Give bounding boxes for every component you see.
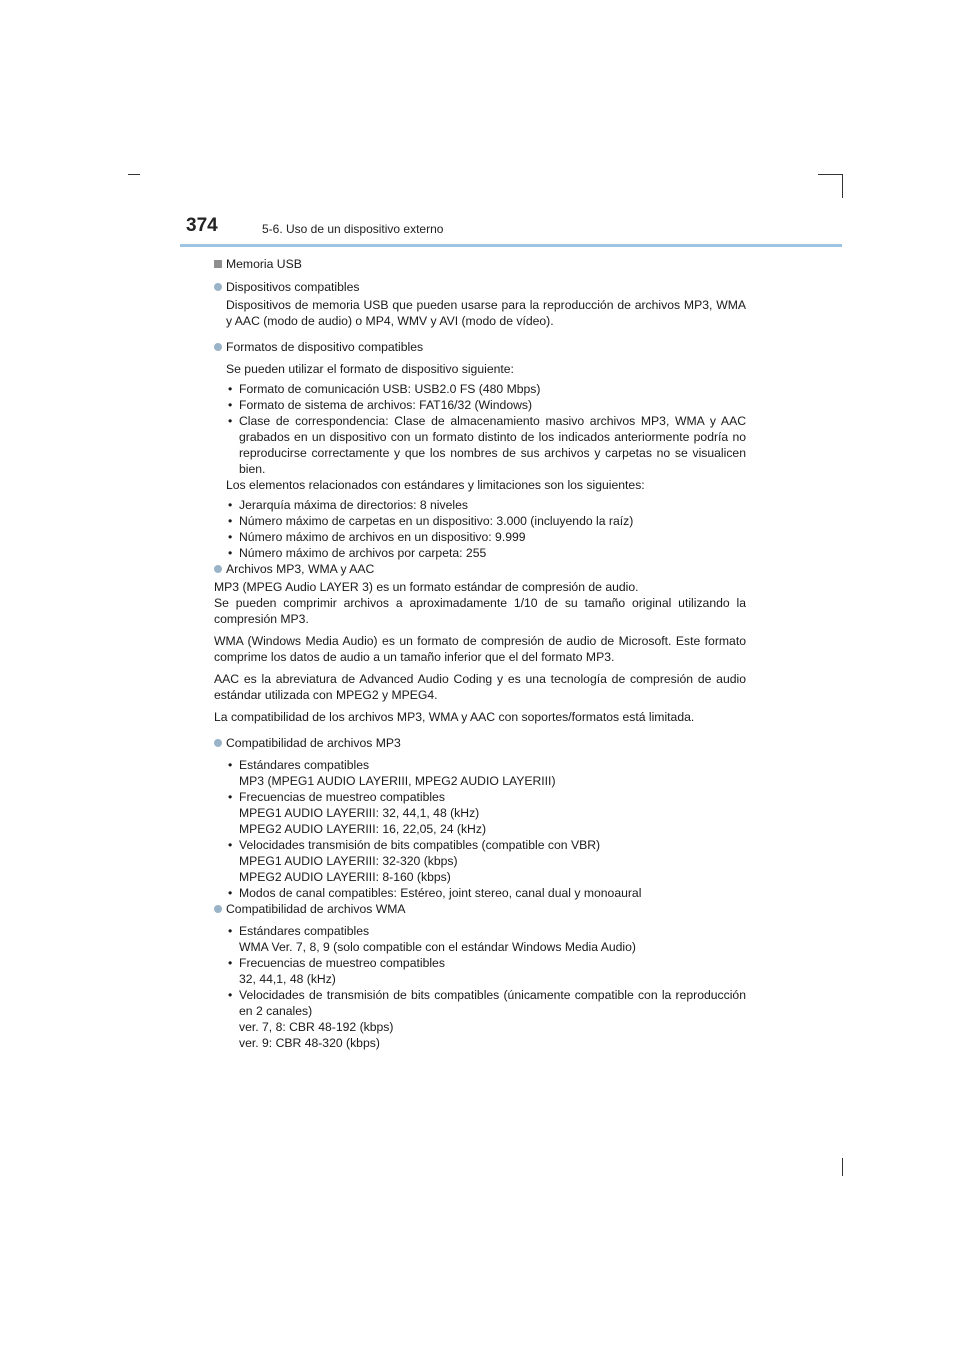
devices-heading <box>214 279 746 295</box>
list-item: • Número máximo de archivos por carpeta: 255 <box>228 545 746 561</box>
circle-bullet-icon <box>214 283 222 291</box>
item-line: MPEG1 AUDIO LAYERIII: 32-320 (kbps) <box>239 854 458 868</box>
crop-mark-top-right-h <box>818 174 842 175</box>
item-label: • Frecuencias de muestreo compatibles <box>239 956 445 970</box>
mp3-list <box>214 757 746 901</box>
wma-heading <box>214 901 746 917</box>
item-line: 32, 44,1, 48 (kHz) <box>239 972 336 986</box>
circle-bullet-icon <box>214 905 222 913</box>
crop-mark-top-right-v <box>842 174 843 198</box>
files-title: Archivos MP3, WMA y AAC <box>226 562 375 576</box>
list-item <box>228 955 746 987</box>
item-label: • Estándares compatibles <box>239 758 370 772</box>
list-item: • Número máximo de carpetas en un dispositivo: 3.000 (incluyendo la raíz) <box>228 513 746 529</box>
page-number: 374 <box>186 215 218 236</box>
wma-list <box>214 923 746 1051</box>
files-p3: WMA (Windows Media Audio) es un formato de compresión de audio de Microsoft. Este formato comprime los datos de audio a un tamaño inferior que el del formato MP3. <box>214 634 746 664</box>
list-item: • Jerarquía máxima de directorios: 8 niveles <box>228 497 746 513</box>
limits-list <box>214 497 746 561</box>
list-item <box>228 789 746 837</box>
item-line: MPEG2 AUDIO LAYERIII: 8-160 (kbps) <box>239 870 451 884</box>
header-rule <box>180 244 842 247</box>
item-label: • Velocidades transmisión de bits compatibles (compatible con VBR) <box>239 838 601 852</box>
item-label: • Modos de canal compatibles: Estéreo, joint stereo, canal dual y monoaural <box>239 886 642 900</box>
square-bullet-icon <box>214 260 222 268</box>
files-p1: MP3 (MPEG Audio LAYER 3) es un formato estándar de compresión de audio. <box>214 580 639 594</box>
item-line: ver. 9: CBR 48-320 (kbps) <box>239 1036 380 1050</box>
list-item <box>228 923 746 955</box>
usb-heading <box>214 256 746 272</box>
list-item: • Número máximo de archivos en un dispositivo: 9.999 <box>228 529 746 545</box>
item-label: • Velocidades de transmisión de bits compatibles (únicamente compatible con la reproducción en 2 canales) <box>239 988 746 1018</box>
mp3-title: Compatibilidad de archivos MP3 <box>226 736 401 750</box>
crop-mark-top-left <box>128 174 140 175</box>
crop-mark-bottom-right <box>842 1158 843 1176</box>
files-p5: La compatibilidad de los archivos MP3, WMA y AAC con soportes/formatos está limitada. <box>214 710 695 724</box>
formats-intro: Se pueden utilizar el formato de dispositivo siguiente: <box>226 362 514 376</box>
formats-title: Formatos de dispositivo compatibles <box>226 340 424 354</box>
list-item <box>228 837 746 885</box>
devices-title: Dispositivos compatibles <box>226 280 360 294</box>
list-item <box>228 757 746 789</box>
item-line: MPEG2 AUDIO LAYERIII: 16, 22,05, 24 (kHz) <box>239 822 487 836</box>
limits-intro: Los elementos relacionados con estándares y limitaciones son los siguientes: <box>226 478 645 492</box>
item-line: MPEG1 AUDIO LAYERIII: 32, 44,1, 48 (kHz) <box>239 806 480 820</box>
wma-title: Compatibilidad de archivos WMA <box>226 902 406 916</box>
list-item: • Clase de correspondencia: Clase de almacenamiento masivo archivos MP3, WMA y AAC grabados en un dispositivo con un formato distinto de los indicados anteriormente podría no reproducirse correctamente y que los nombres de sus archivos y carpetas no se visualicen bien. <box>228 413 746 477</box>
circle-bullet-icon <box>214 565 222 573</box>
list-item: • Formato de sistema de archivos: FAT16/32 (Windows) <box>228 397 746 413</box>
files-p2: Se pueden comprimir archivos a aproximadamente 1/10 de su tamaño original utilizando la compresión MP3. <box>214 596 746 626</box>
section-title: 5-6. Uso de un dispositivo externo <box>262 222 444 236</box>
formats-heading <box>214 339 746 355</box>
devices-text: Dispositivos de memoria USB que pueden usarse para la reproducción de archivos MP3, WMA y AAC (modo de audio) o MP4, WMV y AVI (modo de vídeo). <box>226 298 746 328</box>
item-line: ver. 7, 8: CBR 48-192 (kbps) <box>239 1020 394 1034</box>
item-label: • Estándares compatibles <box>239 924 370 938</box>
list-item: • Formato de comunicación USB: USB2.0 FS (480 Mbps) <box>228 381 746 397</box>
page-content <box>214 256 746 1051</box>
list-item <box>228 885 746 901</box>
circle-bullet-icon <box>214 343 222 351</box>
item-line: MP3 (MPEG1 AUDIO LAYERIII, MPEG2 AUDIO LAYERIII) <box>239 774 556 788</box>
files-p4: AAC es la abreviatura de Advanced Audio Coding y es una tecnología de compresión de audio estándar utilizada con MPEG2 y MPEG4. <box>214 672 746 702</box>
item-line: WMA Ver. 7, 8, 9 (solo compatible con el estándar Windows Media Audio) <box>239 940 636 954</box>
usb-heading-text: Memoria USB <box>226 257 302 271</box>
list-item <box>228 987 746 1051</box>
formats-list <box>214 381 746 477</box>
mp3-heading <box>214 735 746 751</box>
circle-bullet-icon <box>214 739 222 747</box>
files-heading <box>214 561 746 577</box>
item-label: • Frecuencias de muestreo compatibles <box>239 790 445 804</box>
